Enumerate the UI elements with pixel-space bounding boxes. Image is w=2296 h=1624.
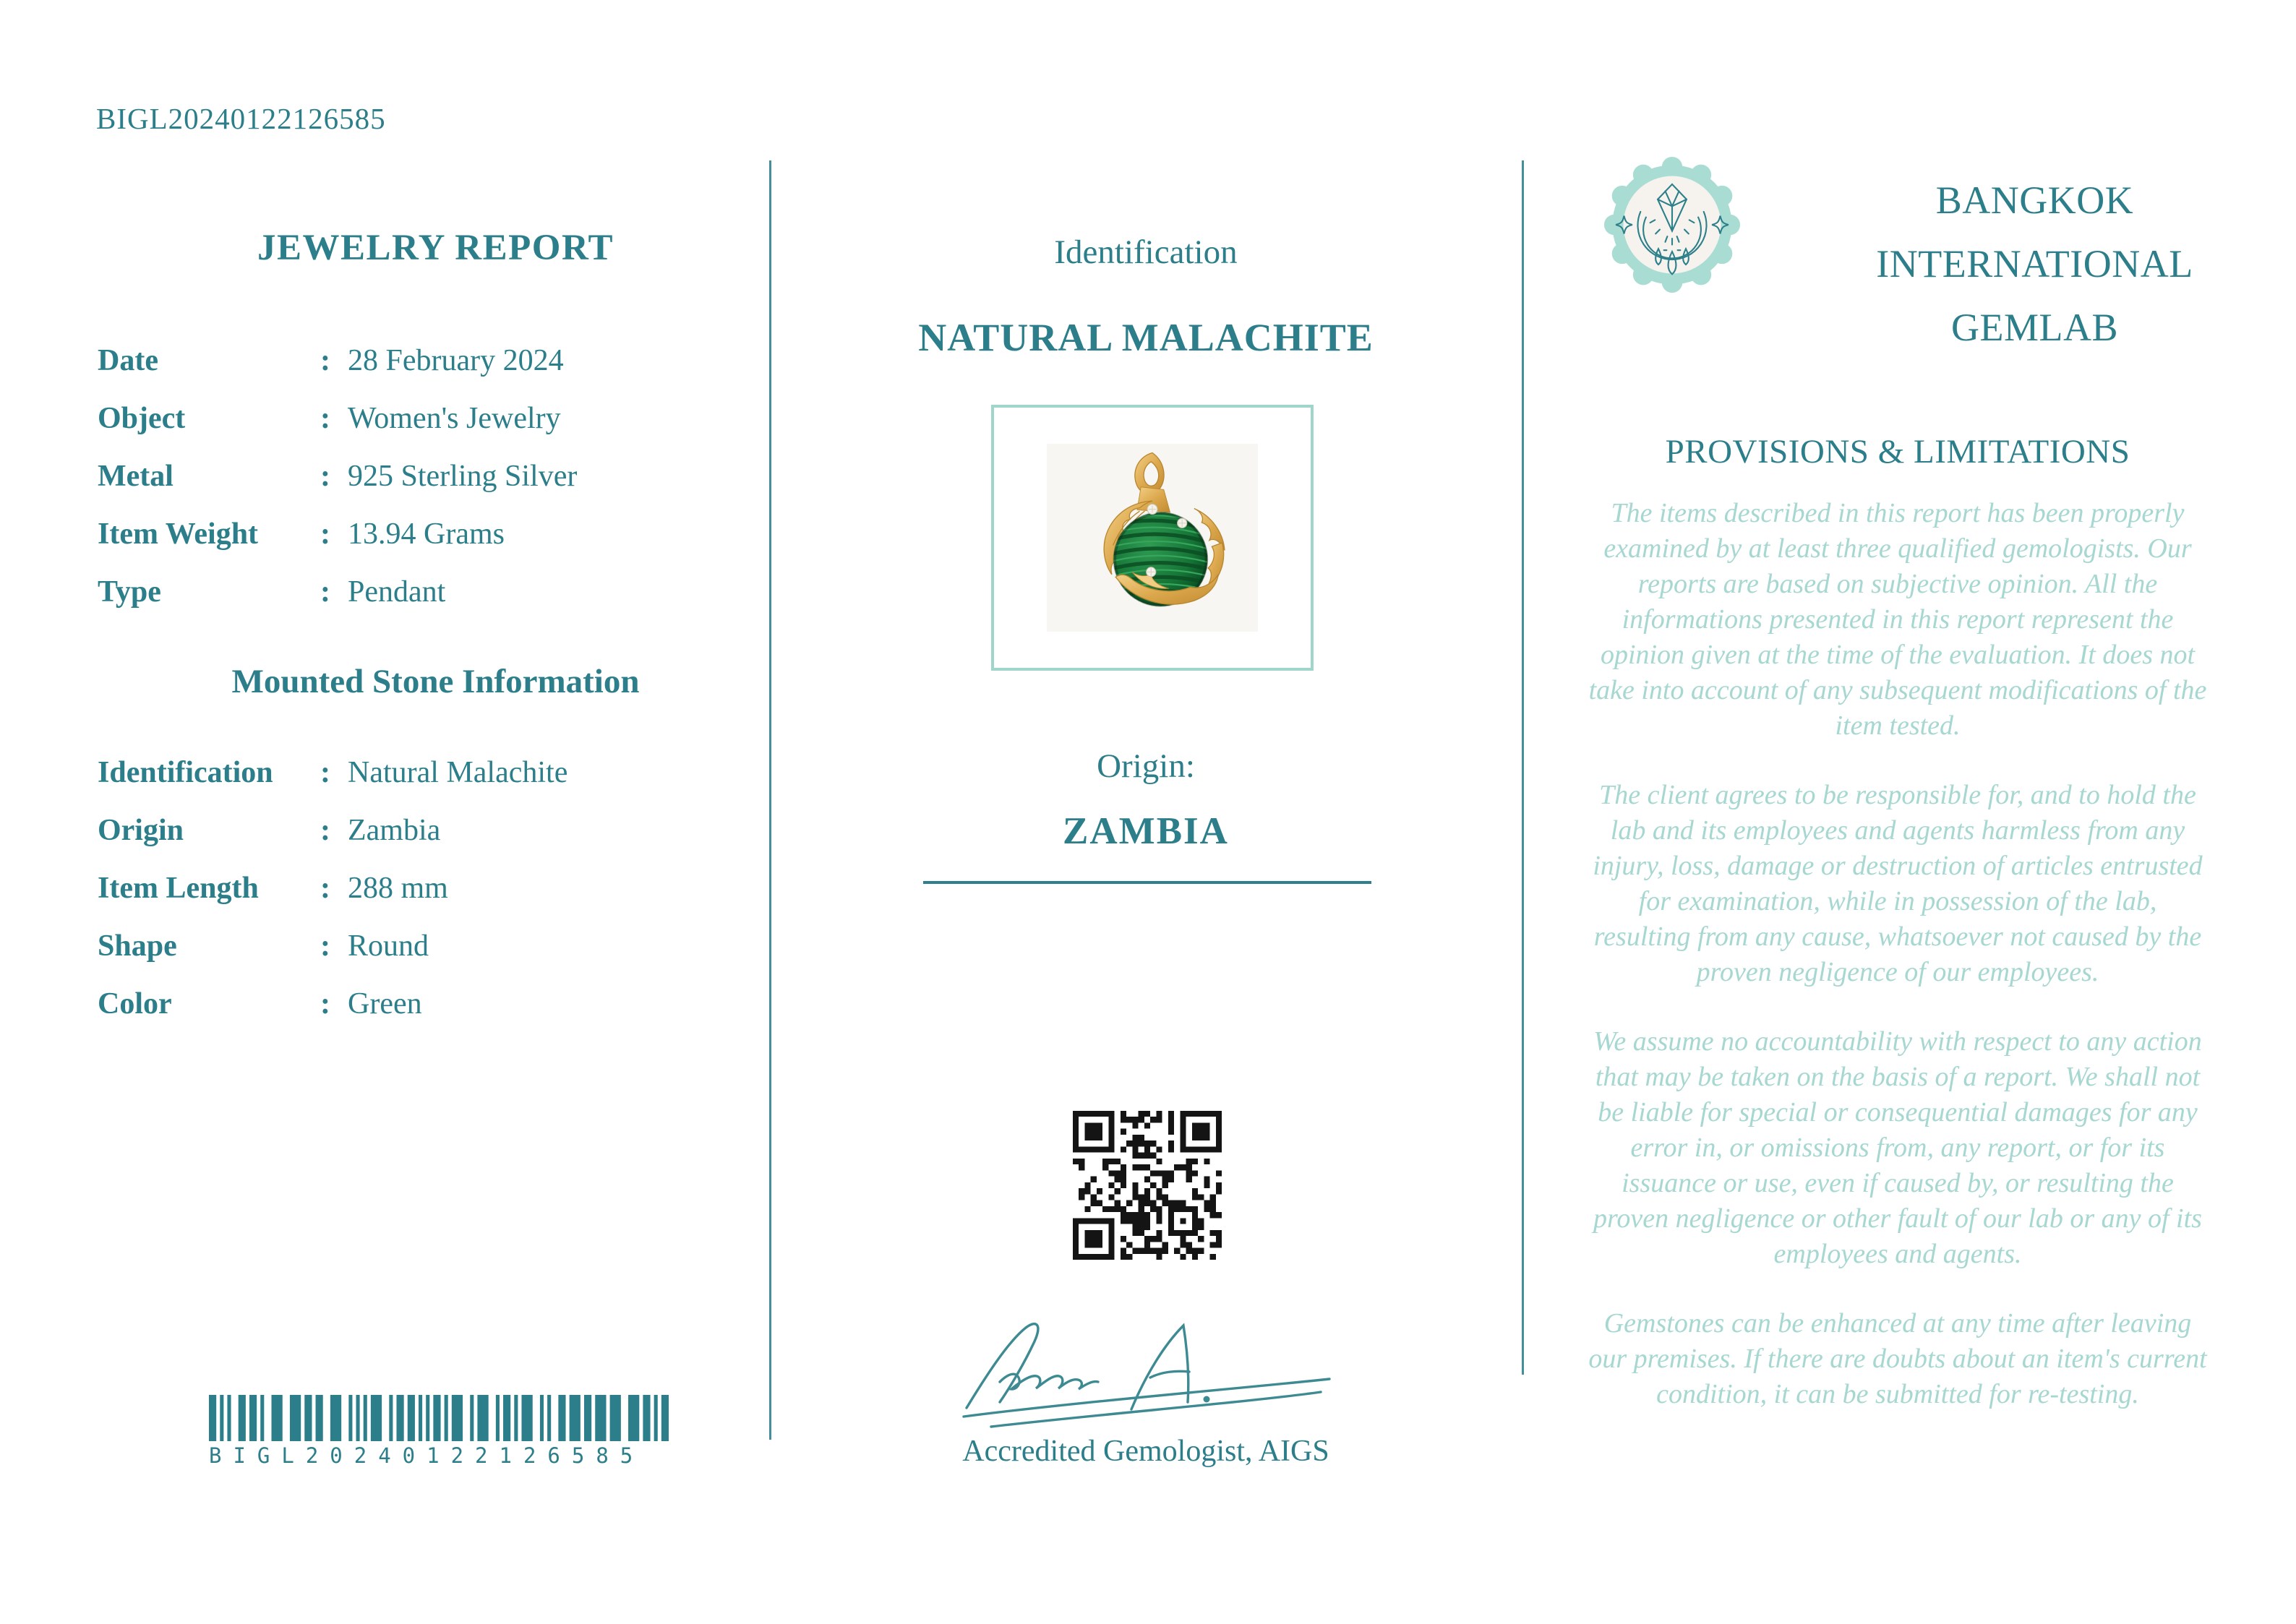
gemologist-signature-icon [945,1294,1350,1438]
field-row-item-length [98,870,755,928]
field-row-item-weight [98,516,755,574]
origin-label: Origin: [1097,747,1195,785]
field-colon: : [320,402,330,435]
field-row-metal [98,458,755,516]
lab-header [1566,148,2260,359]
barcode-text: BIGL20240122126585 [209,1443,645,1468]
field-row-identification [98,755,755,812]
qr-code-icon [1073,1111,1222,1260]
field-colon: : [320,872,330,905]
field-label: Shape [98,929,177,963]
barcode-icon [209,1395,669,1441]
origin-divider-rule [923,881,1371,884]
field-colon: : [320,344,330,377]
field-row-origin [98,812,755,870]
field-value: 925 Sterling Silver [348,460,578,493]
lab-name-line: GEMLAB [1951,306,2118,349]
stone-fields [98,755,755,1044]
stone-name: NATURAL MALACHITE [918,316,1374,359]
field-value: 13.94 Grams [348,517,505,551]
provisions-paragraphs [1588,496,2208,1412]
field-value: 288 mm [348,872,448,905]
provision-paragraph: The items described in this report has been properly examined by at least three qualified gemologists. Our reports are based on subjective opinion. All the informations presented in this report represent the opinion given at the time of the evaluation. It does not take into account of any subsequent modifications of the item tested. [1588,498,2207,741]
field-value: 28 February 2024 [348,344,564,377]
gemologist-title: Accredited Gemologist, AIGS [962,1435,1329,1468]
provision-paragraph: Gemstones can be enhanced at any time after leaving our premises. If there are doubts about an item's current condition, it can be submitted for re-testing. [1588,1308,2207,1409]
field-row-type [98,574,755,632]
field-label: Color [98,987,172,1021]
field-row-shape [98,928,755,986]
field-value: Women's Jewelry [348,402,561,435]
field-row-color [98,986,755,1044]
field-label: Identification [98,756,273,789]
provision-paragraph: We assume no accountability with respect to any action that may be taken on the basis of a report. We shall not be liable for special or consequential damages for any error in, or omissions from, any report, or for its issuance or use, even if caused by, or resulting the proven negligence or other fault of our lab or any of its employees and agents. [1593,1026,2202,1269]
barcode-block [209,1395,679,1468]
malachite-pendant-icon [1057,450,1248,625]
lab-logo-icon [1603,154,1741,296]
column-divider-right [1522,160,1524,1375]
field-value: Green [348,987,422,1021]
lab-name [1741,148,2260,359]
field-label: Origin [98,814,184,847]
field-colon: : [320,575,330,609]
field-value: Natural Malachite [348,756,568,789]
field-label: Date [98,344,158,377]
field-value: Round [348,929,429,963]
field-colon: : [320,929,330,963]
field-label: Item Length [98,872,259,905]
field-value: Pendant [348,575,446,609]
field-label: Item Weight [98,517,259,551]
field-colon: : [320,987,330,1021]
field-label: Object [98,402,186,435]
stone-photo-frame [991,405,1314,671]
stone-photo [1047,444,1258,632]
identification-heading: Identification [1054,233,1238,271]
field-value: Zambia [348,814,441,847]
field-colon: : [320,517,330,551]
origin-value: ZAMBIA [1063,810,1229,852]
field-colon: : [320,814,330,847]
field-row-object [98,400,755,458]
field-row-date [98,343,755,400]
provisions-title: PROVISIONS & LIMITATIONS [1665,433,2130,471]
report-number: BIGL20240122126585 [96,102,386,135]
field-colon: : [320,460,330,493]
field-label: Type [98,575,161,609]
provision-paragraph: The client agrees to be responsible for, and to hold the lab and its employees and agents harmless from any injury, loss, damage or destruction of articles entrusted for examination, while in possession of the lab, resulting from any cause, whatsoever not caused by the proven negligence of our employees. [1593,780,2203,987]
report-title: JEWELRY REPORT [257,228,614,268]
lab-name-line: BANGKOK [1935,179,2134,222]
column-divider-left [769,160,771,1440]
stone-section-title: Mounted Stone Information [231,663,640,700]
report-fields [98,343,755,632]
field-colon: : [320,756,330,789]
field-label: Metal [98,460,174,493]
lab-name-line: INTERNATIONAL [1876,242,2193,285]
